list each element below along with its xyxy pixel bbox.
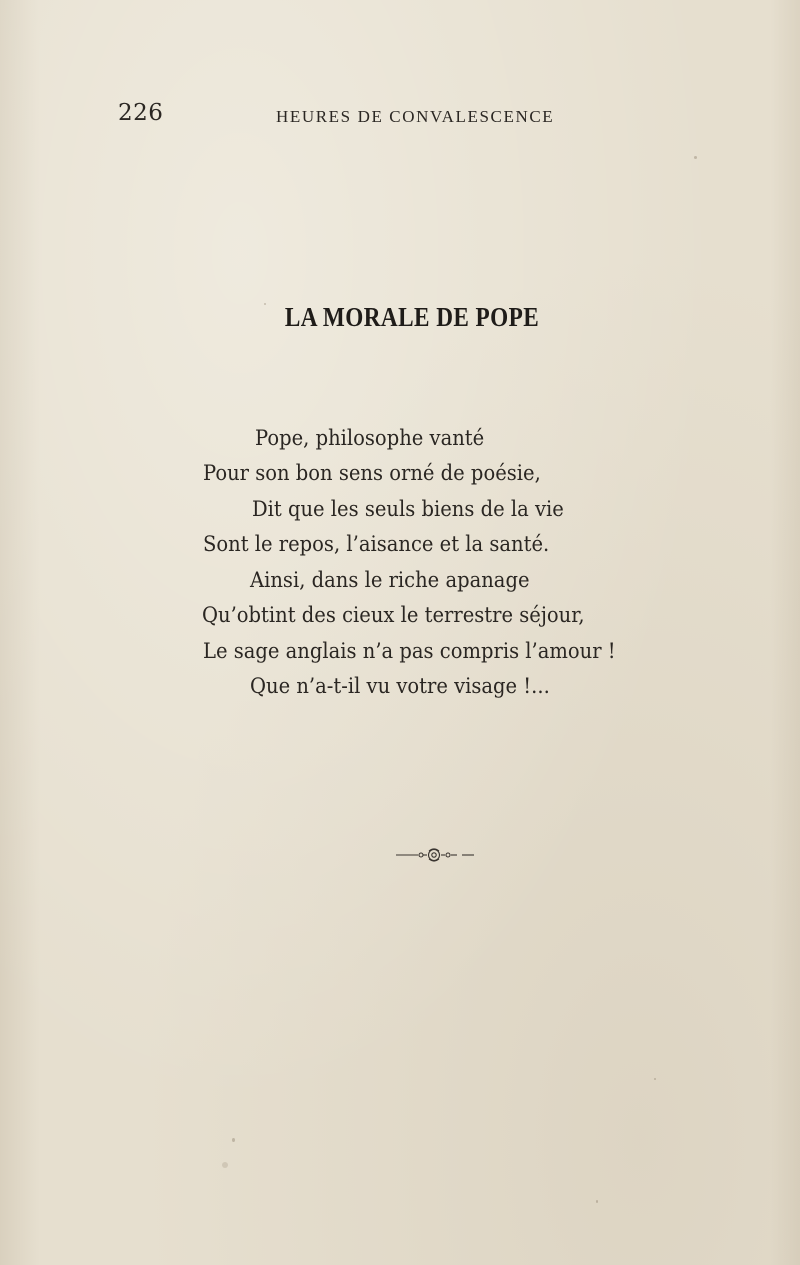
paper-speck — [694, 156, 697, 159]
verse-line: Dit que les seuls biens de la vie — [252, 497, 564, 521]
paper-speck — [222, 1162, 228, 1168]
verse-line: Ainsi, dans le riche apanage — [250, 568, 530, 592]
page-number: 226 — [118, 100, 164, 126]
paper-speck — [596, 1200, 598, 1203]
verse-line: Pour son bon sens orné de poésie, — [203, 461, 541, 485]
paper-speck — [264, 303, 266, 305]
verse-line: Sont le repos, l’aisance et la santé. — [203, 532, 550, 556]
paper-speck — [232, 1138, 235, 1142]
running-head — [118, 100, 588, 132]
verse-line: Pope, philosophe vanté — [255, 426, 485, 450]
verse-line: Le sage anglais n’a pas compris l’amour ! — [203, 639, 616, 663]
fleuron-ornament-icon — [396, 845, 476, 865]
running-title: HEURES DE CONVALESCENCE — [276, 107, 555, 126]
paper-speck — [654, 1078, 656, 1080]
verse-line: Que n’a-t-il vu votre visage !... — [250, 674, 550, 698]
poem-title: LA MORALE DE POPE — [284, 302, 540, 332]
verse-line: Qu’obtint des cieux le terrestre séjour, — [202, 603, 585, 627]
